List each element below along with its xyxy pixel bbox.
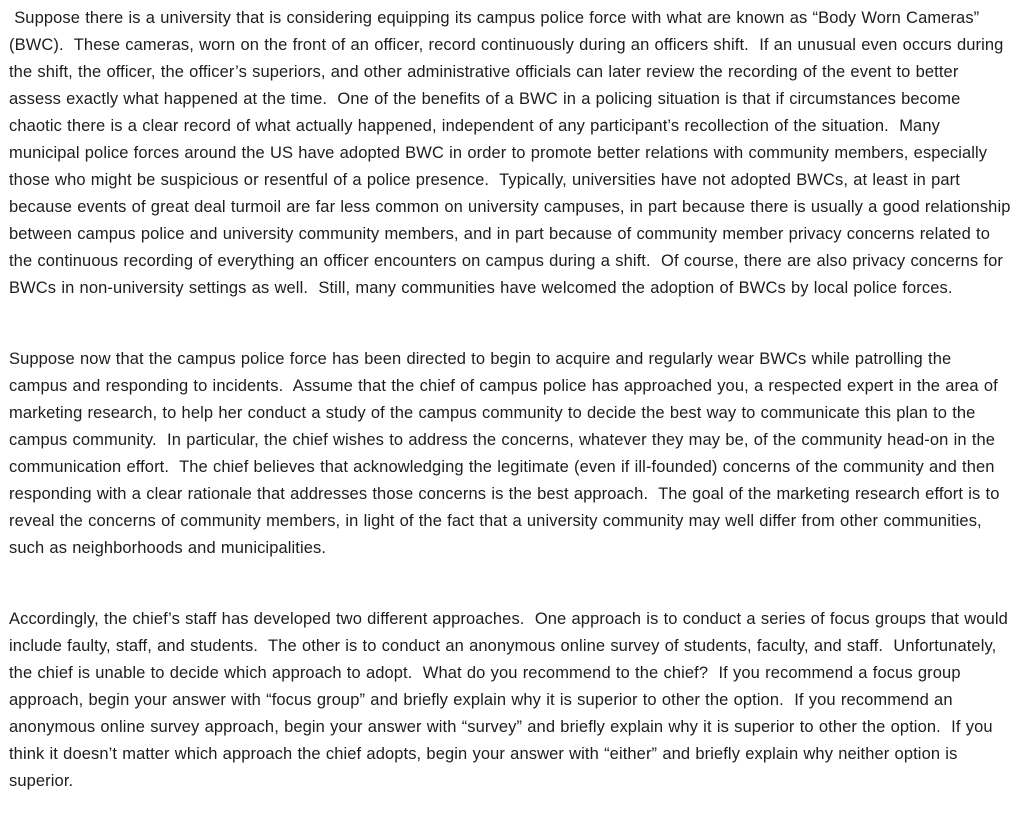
paragraph-scenario-chief: Suppose now that the campus police force has been directed to begin to acquire and regularly wear BWCs while patrolling the campus and responding to incidents. Assume that the chief of campus police has approached you, a respected expert in the area of marketing research, to help her conduct a study of the campus community to decide the best way to communicate this plan to the campus community. In particular, the chief wishes to address the concerns, whatever they may be, of the community head-on in the communication effort. The chief believes that acknowledging the legitimate (even if ill-founded) concerns of the community and then responding with a clear rationale that addresses those concerns is the best approach. The goal of the marketing research effort is to reveal the concerns of community members, in light of the fact that a university community may well differ from other communities, such as neighborhoods and municipalities. <box>9 350 1005 557</box>
paragraph-question-approaches: Accordingly, the chief’s staff has developed two different approaches. One approach is to conduct a series of focus groups that would include faulty, staff, and students. The other is to conduct an anonymous online survey of students, faculty, and staff. Unfortunately, the chief is unable to decide which approach to adopt. What do you recommend to the chief? If you recommend a focus group approach, begin your answer with “focus group” and briefly explain why it is superior to other the option. If you recommend an anonymous online survey approach, begin your answer with “survey” and briefly explain why it is superior to other the option. If you think it doesn’t matter which approach the chief adopts, begin your answer with “either” and briefly explain why neither option is superior. <box>9 610 1014 790</box>
paragraph-background-bwc: Suppose there is a university that is considering equipping its campus police force with what are known as “Body Worn Cameras” (BWC). These cameras, worn on the front of an officer, record continuously during an officers shift. If an unusual even occurs during the shift, the officer, the officer’s superiors, and other administrative officials can later review the recording of the event to better assess exactly what happened at the time. One of the benefits of a BWC in a policing situation is that if circumstances become chaotic there is a clear record of what actually happened, independent of any participant’s recollection of the situation. Many municipal police forces around the US have adopted BWC in order to promote better relations with community members, especially those who might be suspicious or resentful of a police presence. Typically, universities have not adopted BWCs, at least in part because events of great deal turmoil are far less common on university campuses, in part because there is usually a good relationship between campus police and university community members, and in part because of community member privacy concerns related to the continuous recording of everything an officer encounters on campus during a shift. Of course, there are also privacy concerns for BWCs in non-university settings as well. Still, many communities have welcomed the adoption of BWCs by local police forces. <box>9 9 1016 297</box>
